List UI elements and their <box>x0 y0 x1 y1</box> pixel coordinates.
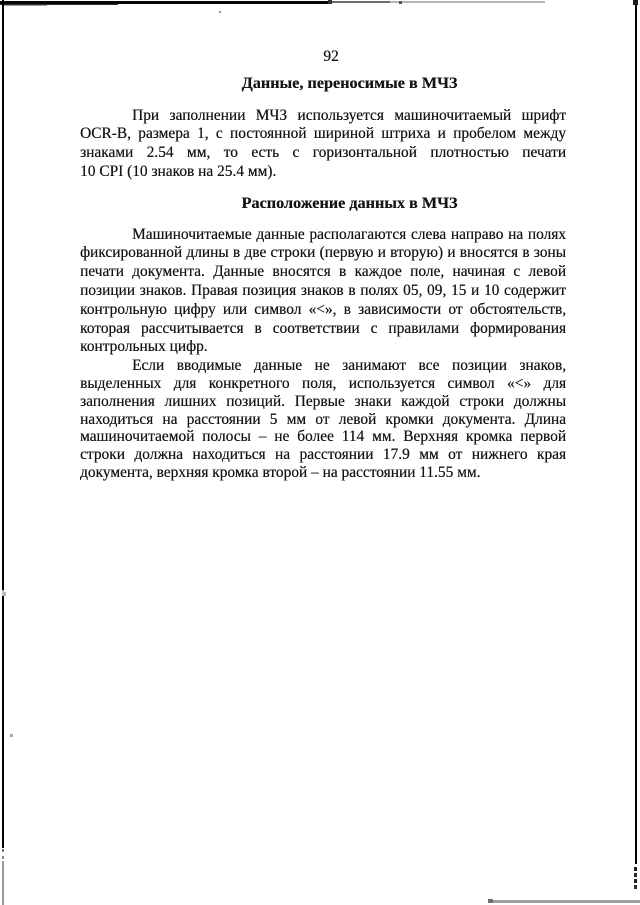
text-line: контрольную цифру или символ «<», в зависимости от обстоятельств, <box>80 300 566 318</box>
text-line: заполнения лишних позиций. Первые знаки каждой строки должны <box>80 392 566 410</box>
section-heading-data-carried-to-mrz: Данные, переносимые в МЧЗ <box>241 73 458 92</box>
text-line: Машиночитаемые данные располагаются слева направо на полях <box>132 225 566 243</box>
text-line: находиться на расстоянии 5 мм от левой кромки документа. Длина <box>80 410 566 428</box>
scan-edge-top-underline <box>3 5 47 6</box>
scan-speck <box>219 11 221 13</box>
scan-edge-top-gray <box>330 1 390 3</box>
paragraph-data-placement <box>80 226 566 358</box>
paragraph-font-spec <box>80 107 566 182</box>
scan-edge-bottom-tick <box>488 899 493 903</box>
text-column <box>80 48 566 482</box>
scan-edge-right-dash <box>634 879 637 883</box>
paragraph-filler-symbol <box>80 357 566 482</box>
scan-edge-left-gray <box>2 861 4 905</box>
text-line: знаками 2.54 мм, то есть с горизонтальной плотностью печати <box>80 144 566 162</box>
text-line: документа, верхняя кромка второй – на расстоянии 11.55 мм. <box>80 463 481 481</box>
text-line: которая рассчитывается в соответствии с правилами формирования <box>80 319 566 337</box>
text-line: 10 CPI (10 знаков на 25.4 мм). <box>80 162 277 180</box>
text-line: контрольных цифр. <box>80 338 208 356</box>
scan-edge-right-dash <box>634 873 637 877</box>
scan-edge-top-light <box>390 1 545 3</box>
scan-edge-bottom <box>492 900 640 903</box>
scan-edge-left-dash <box>2 856 4 859</box>
text-line: печати документа. Данные вносятся в каждое поле, начиная с левой <box>80 263 566 281</box>
page-number: 92 <box>323 48 339 65</box>
text-line: OCR-B, размера 1, с постоянной шириной штриха и пробелом между <box>80 125 566 143</box>
scan-edge-right-dash <box>634 867 637 871</box>
text-line: позиции знаков. Правая позиция знаков в полях 05, 09, 15 и 10 содержит <box>80 281 566 299</box>
scan-edge-top-tick <box>399 1 402 4</box>
scan-speck <box>10 734 13 737</box>
scan-edge-right <box>635 0 637 864</box>
scan-edge-left-dash <box>2 849 4 852</box>
text-line: выделенных для конкретного поля, используется символ «<» для <box>80 374 566 392</box>
text-line: строки должна находиться на расстоянии 17.9 мм от нижнего края <box>80 446 566 464</box>
section-heading-data-layout-in-mrz: Расположение данных в МЧЗ <box>241 193 458 212</box>
scan-edge-right-cap <box>633 0 638 5</box>
scan-edge-right-dash <box>634 885 637 889</box>
scan-edge-top-tick <box>328 0 332 4</box>
text-line: При заполнении МЧЗ используется машиночитаемый шрифт <box>132 106 566 124</box>
scan-edge-left <box>2 0 4 848</box>
text-line: фиксированной длины в две строки (первую и вторую) и вносятся в зоны <box>80 244 566 262</box>
text-line: Если вводимые данные не занимают все позиции знаков, <box>132 357 566 375</box>
scan-speck <box>4 592 6 596</box>
text-line: машиночитаемой полосы – не более 114 мм. Верхняя кромка первой <box>80 428 566 446</box>
